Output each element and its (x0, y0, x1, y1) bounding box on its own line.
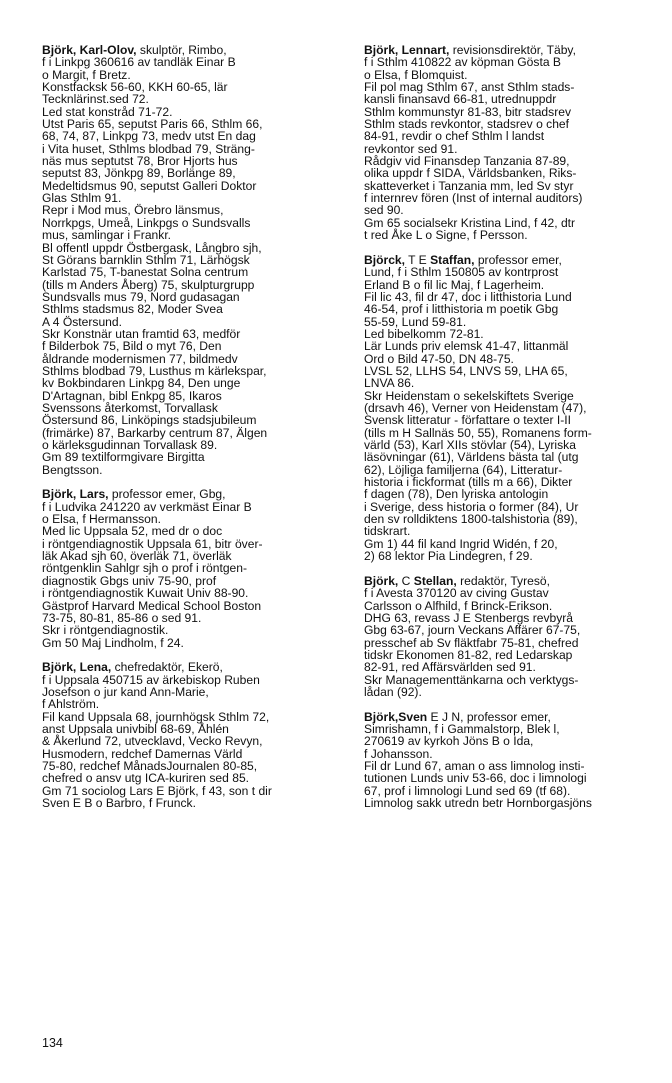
entry-line: Fil dr Lund 67, aman o ass limnolog insti- (364, 759, 585, 774)
entry-text: E J N, professor emer, (427, 709, 551, 724)
entry-text: redaktör, Tyresö, (456, 573, 550, 588)
entry-line: Sven E B o Barbro, f Frunck. (42, 796, 196, 811)
entry-line: röntgenklin Sahlgr sjh o prof i röntgen- (42, 561, 248, 576)
entry-line: värld (53), Karl XIIs stövlar (54), Lyriska (364, 438, 576, 453)
entry-text: professor emer, (474, 252, 562, 267)
entry-line: f Bilderbok 75, Bild o myt 76, Den (42, 339, 222, 354)
entry-line: Fil lic 43, fil dr 47, doc i litthistoria Lund (364, 289, 572, 304)
entry-given-names: C (398, 573, 414, 588)
entry-line: f Johansson. (364, 746, 433, 761)
entry-line: Simrishamn, f i Gammalstorp, Blek l, (364, 722, 560, 737)
entry-line: i Sverige, dess historia o former (84), Ur (364, 499, 579, 514)
entry-line: Fil kand Uppsala 68, journhögsk Sthlm 72, (42, 709, 270, 724)
entry-line: 73-75, 80-81, 85-86 o sed 91. (42, 610, 202, 625)
entry-line: Skr Konstnär utan framtid 63, medför (42, 326, 241, 341)
entry-line: f i Uppsala 450715 av ärkebiskop Ruben (42, 672, 260, 687)
entry-line: Gm 71 sociolog Lars E Björk, f 43, son t dir (42, 783, 272, 798)
entry-line: kansli finansavd 66-81, utrednuppdr (364, 92, 557, 107)
entry-bjork-lena (42, 661, 342, 809)
entry-nickname: Sven (398, 709, 428, 724)
entry-line: läsövningar (61), Världens bästa tal (utg (364, 450, 579, 465)
entry-line: 46-54, prof i litthistoria m poetik Gbg (364, 302, 559, 317)
entry-line: revkontor sed 91. (364, 141, 458, 156)
entry-line: tidskr Ekonomen 81-82, red Ledarskap (364, 647, 573, 662)
entry-line: Led stat konstråd 71-72. (42, 104, 173, 119)
entry-bjork-stellan (364, 575, 664, 698)
entry-line: tutionen Lunds univ 53-66, doc i limnologi (364, 771, 587, 786)
entry-line: Svenssons återkomst, Torvallask (42, 400, 218, 415)
entry-line: olika uppdr f SIDA, Världsbanken, Riks- (364, 166, 577, 181)
entry-line: 62), Löjliga familjerna (64), Litteratur- (364, 462, 563, 477)
entry-line: Östersund 86, Linköpings stadsjubileum (42, 413, 257, 428)
entry-line: Gm 65 socialsekr Kristina Lind, f 42, dtr (364, 215, 576, 230)
entry-line: f i Sthlm 410822 av köpman Gösta B (364, 55, 561, 70)
entry-line: f i Avesta 370120 av civing Gustav (364, 586, 549, 601)
entry-name: Björk, Karl-Olov, (42, 43, 137, 57)
entry-line: åldrande modernismen 77, bildmedv (42, 351, 238, 366)
entry-line: 270619 av kyrkoh Jöns B o Ida, (364, 734, 534, 749)
entry-bjork-sven (364, 711, 664, 810)
entry-line: chefred o ansv utg ICA-kuriren sed 85. (42, 771, 250, 786)
entry-bjork-lennart (364, 44, 664, 242)
entry-line: f i Ludvika 241220 av verkmäst Einar B (42, 499, 252, 514)
entry-line: f dagen (78), Den lyriska antologin (364, 487, 549, 502)
entry-line: Sthlm kommunstyr 81-83, bitr stadsrev (364, 104, 572, 119)
entry-line: Svensk litteratur - författare o texter I-II (364, 413, 572, 428)
entry-text: skulptör, Rimbo, (136, 43, 227, 57)
page-number: 134 (42, 1036, 63, 1050)
entry-line: Bengtsson. (42, 462, 103, 477)
entry-line: (tills m Anders Åberg) 75, skulpturgrupp (42, 277, 255, 292)
entry-line: f internrev fören (Inst of internal auditors) (364, 191, 583, 206)
entry-line: Gästprof Harvard Medical School Boston (42, 598, 262, 613)
entry-line: Konstfacksk 56-60, KKH 60-65, lär (42, 80, 228, 95)
entry-line: Sthlms blodbad 79, Lusthus m kärlekspar, (42, 363, 267, 378)
entry-bjorck-staffan (364, 254, 664, 563)
entry-bjork-lars (42, 488, 342, 648)
entry-line: Karlstad 75, T-banestat Solna centrum (42, 265, 249, 280)
entry-line: Sundsvalls mus 79, Nord gudasagan (42, 289, 240, 304)
entry-line: Limnolog sakk utredn betr Hornborgasjöns (364, 796, 592, 811)
entry-line: Gm 50 Maj Lindholm, f 24. (42, 635, 184, 650)
entry-line: Gbg 63-67, journ Veckans Affärer 67-75, (364, 623, 581, 638)
entry-name: Björk, Lars, (42, 487, 109, 502)
entry-line: 68, 74, 87, Linkpg 73, medv utst En dag (42, 129, 256, 144)
entry-line: o Margit, f Bretz. (42, 67, 131, 82)
entry-line: Gm 89 textilformgivare Birgitta (42, 450, 205, 465)
entry-line: Ord o Bild 47-50, DN 48-75. (364, 351, 514, 366)
entry-line: Erland B o fil lic Maj, f Lagerheim. (364, 277, 545, 292)
entry-line: i Vita huset, Sthlms blodbad 79, Sträng- (42, 141, 255, 156)
entry-line: Skr Heidenstam o sekelskiftets Sverige (364, 388, 574, 403)
entry-bjork-karl-olov (42, 44, 342, 476)
entry-line: Glas Sthlm 91. (42, 191, 122, 206)
entry-line: Josefson o jur kand Ann-Marie, (42, 684, 209, 699)
entry-line: D'Artagnan, bibl Enkpg 85, Ikaros (42, 388, 222, 403)
entry-line: o Elsa, f Blomquist. (364, 67, 468, 82)
entry-name: Björk, (364, 709, 399, 724)
entry-line: t red Åke L o Signe, f Persson. (364, 228, 528, 243)
entry-line: 55-59, Lund 59-81. (364, 314, 467, 329)
entry-text: revisionsdirektör, Täby, (449, 43, 576, 57)
entry-line: Sthlms stadsmus 82, Moder Svea (42, 302, 223, 317)
entry-line: Gm 1) 44 fil kand Ingrid Widén, f 20, (364, 536, 558, 551)
entry-line: Skr i röntgendiagnostik. (42, 623, 169, 638)
entry-line: Led bibelkomm 72-81. (364, 326, 484, 341)
entry-line: (drsavh 46), Verner von Heidenstam (47), (364, 401, 587, 416)
entry-line: Rådgiv vid Finansdep Tanzania 87-89, (364, 154, 570, 169)
entry-name: Björk, Lena, (42, 660, 112, 675)
entry-line: tidskrart. (364, 524, 411, 539)
entry-line: Med lic Uppsala 52, med dr o doc (42, 524, 223, 539)
entry-line: Bl offentl uppdr Östbergask, Långbro sjh, (42, 240, 262, 255)
entry-line: anst Uppsala univbibl 68-69, Åhlén (42, 722, 229, 736)
entry-given-names: T E (405, 252, 431, 267)
entry-first-line (42, 488, 342, 500)
entry-line: presschef ab Sv fläktfabr 75-81, chefred (364, 635, 579, 650)
entry-line: Utst Paris 65, seputst Paris 66, Sthlm 66, (42, 117, 263, 132)
entry-line: Lär Lunds priv elemsk 41-47, littanmäl (364, 339, 569, 354)
entry-line: Repr i Mod mus, Örebro länsmus, (42, 203, 224, 218)
entry-text: chefredaktör, Ekerö, (111, 660, 223, 675)
entry-line: lådan (92). (364, 684, 422, 699)
entry-line: Skr Managementtänkarna och verktygs- (364, 672, 579, 687)
entry-nickname: Staffan, (430, 252, 475, 267)
entry-line: Husmodern, redchef Damernas Värld (42, 746, 243, 761)
entry-line: Sthlm stads revkontor, stadsrev o chef (364, 117, 570, 132)
entry-line: i röntgendiagnostik Kuwait Univ 88-90. (42, 586, 249, 601)
entry-line: 84-91, revdir o chef Sthlm l landst (364, 129, 545, 144)
entry-text: professor emer, Gbg, (108, 487, 226, 502)
entry-line: DHG 63, revass J E Stenbergs revbyrå (364, 610, 574, 625)
entry-line: (tills m H Sallnäs 50, 55), Romanens form- (364, 425, 592, 440)
entry-line: diagnostik Gbgs univ 75-90, prof (42, 573, 217, 588)
entry-line: 2) 68 lektor Pia Lindegren, f 29. (364, 549, 533, 564)
entry-line: St Görans barnklin Sthlm 71, Lärhögsk (42, 252, 250, 267)
entry-line: läk Akad sjh 60, överläk 71, överläk (42, 549, 232, 564)
entry-line: historia i fickformat (tills m a 66), Dikter (364, 475, 573, 490)
entry-line: 67, prof i limnologi Lund sed 69 (tf 68). (364, 783, 571, 798)
entry-line: Norrkpgs, Umeå, Linkpgs o Sundsvalls (42, 215, 251, 230)
entry-line: seputst 83, Jönkpg 89, Borlänge 89, (42, 166, 236, 181)
entry-line: LVSL 52, LLHS 54, LNVS 59, LHA 65, (364, 363, 568, 378)
entry-name: Björk, Lennart, (364, 43, 450, 57)
entry-line: 82-91, red Affärsvärlden sed 91. (364, 660, 536, 675)
entry-line: sed 90. (364, 203, 404, 218)
entry-line: mus, samlingar i Frankr. (42, 228, 172, 243)
entry-first-line (42, 661, 342, 673)
entry-name: Björk, (364, 573, 399, 588)
entry-line: näs mus septutst 78, Bror Hjorts hus (42, 154, 238, 169)
entry-line: o Elsa, f Hermansson. (42, 512, 161, 527)
entry-line: skatteverket i Tanzania mm, led Sv styr (364, 178, 574, 193)
entry-line: kv Bokbindaren Linkpg 84, Den unge (42, 376, 241, 391)
entry-line: o kärleksgudinnan Torvallask 89. (42, 438, 218, 452)
entry-line: & Åkerlund 72, utvecklavd, Vecko Revyn, (42, 734, 263, 749)
entry-line: den sv rolldiktens 1800-talshistoria (89), (364, 512, 578, 527)
entry-name: Björck, (364, 252, 405, 267)
entry-nickname: Stellan, (413, 573, 457, 588)
entry-line: Medeltidsmus 90, seputst Galleri Doktor (42, 178, 257, 193)
entry-line: A 4 Östersund. (42, 314, 122, 329)
entry-line: Carlsson o Alfhild, f Brinck-Erikson. (364, 598, 553, 613)
entry-line: (frimärke) 87, Barkarby centrum 87, Älgen (42, 425, 268, 440)
entry-line: Lund, f i Sthlm 150805 av kontrprost (364, 265, 559, 280)
entry-line: 75-80, redchef MånadsJournalen 80-85, (42, 759, 258, 774)
entry-line: i röntgendiagnostik Uppsala 61, bitr över- (42, 536, 263, 551)
entry-line: LNVA 86. (364, 376, 415, 391)
right-column (364, 44, 664, 822)
left-column (42, 44, 342, 822)
entry-line: Fil pol mag Sthlm 67, anst Sthlm stads- (364, 80, 575, 95)
entry-line: Tecknlärinst.sed 72. (42, 92, 149, 107)
entry-line: f i Linkpg 360616 av tandläk Einar B (42, 55, 236, 70)
entry-line: f Ahlström. (42, 697, 100, 712)
